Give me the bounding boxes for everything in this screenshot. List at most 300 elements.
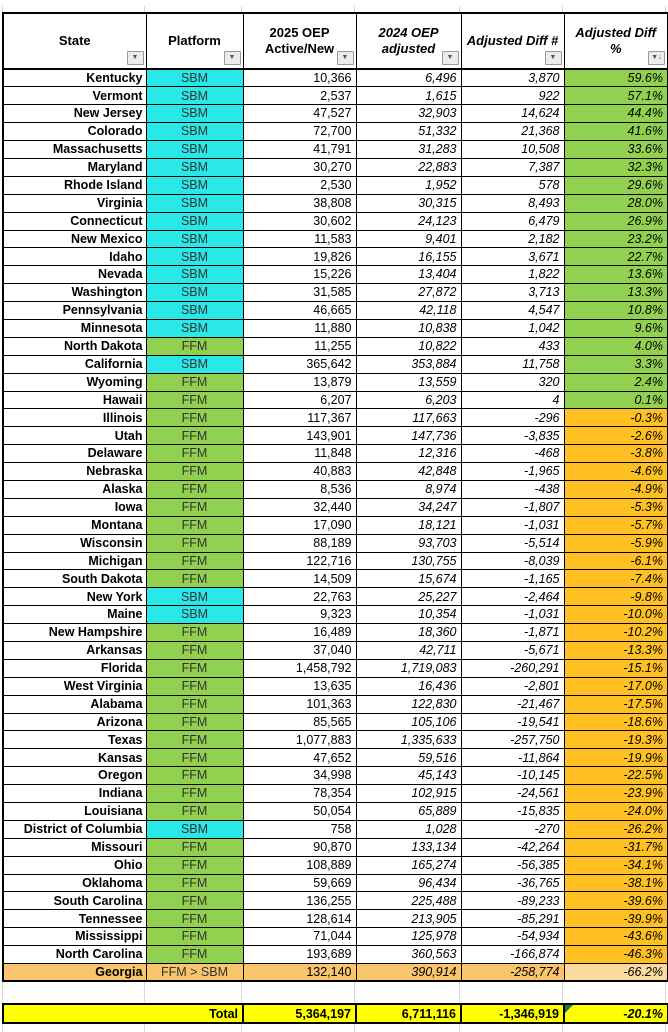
state-cell[interactable]: Arkansas — [3, 642, 146, 660]
diff-percent-cell[interactable]: -31.7% — [564, 838, 668, 856]
diff-number-cell[interactable]: -468 — [461, 445, 564, 463]
value-2024-cell[interactable]: 1,335,633 — [356, 731, 461, 749]
diff-percent-cell[interactable]: -7.4% — [564, 570, 668, 588]
state-cell[interactable]: Minnesota — [3, 319, 146, 337]
diff-percent-cell[interactable]: -39.6% — [564, 892, 668, 910]
value-2025-cell[interactable]: 1,458,792 — [243, 659, 356, 677]
diff-number-cell[interactable]: 433 — [461, 337, 564, 355]
column-header-2024-oep[interactable] — [356, 13, 461, 69]
value-2024-cell[interactable]: 16,155 — [356, 248, 461, 266]
diff-number-cell[interactable]: -260,291 — [461, 659, 564, 677]
diff-number-cell[interactable]: 4,547 — [461, 302, 564, 320]
value-2025-cell[interactable]: 13,879 — [243, 373, 356, 391]
column-header-platform[interactable] — [146, 13, 243, 69]
platform-cell[interactable]: FFM — [146, 534, 243, 552]
diff-number-cell[interactable]: -8,039 — [461, 552, 564, 570]
state-cell[interactable]: Oklahoma — [3, 874, 146, 892]
value-2025-cell[interactable]: 30,270 — [243, 158, 356, 176]
diff-percent-cell[interactable]: -18.6% — [564, 713, 668, 731]
value-2025-cell[interactable]: 11,583 — [243, 230, 356, 248]
diff-percent-cell[interactable]: 59.6% — [564, 69, 668, 87]
column-header-2025-oep[interactable] — [243, 13, 356, 69]
value-2025-cell[interactable]: 758 — [243, 820, 356, 838]
value-2024-cell[interactable]: 133,134 — [356, 838, 461, 856]
state-cell[interactable]: New Jersey — [3, 105, 146, 123]
state-cell[interactable]: Delaware — [3, 445, 146, 463]
platform-cell[interactable]: FFM — [146, 713, 243, 731]
platform-cell[interactable]: FFM — [146, 427, 243, 445]
value-2025-cell[interactable]: 32,440 — [243, 498, 356, 516]
state-cell[interactable]: Pennsylvania — [3, 302, 146, 320]
diff-percent-cell[interactable]: 44.4% — [564, 105, 668, 123]
filter-dropdown-icon[interactable]: ▼ — [442, 51, 459, 65]
state-cell[interactable]: Missouri — [3, 838, 146, 856]
platform-cell[interactable]: FFM — [146, 838, 243, 856]
state-cell[interactable]: Mississippi — [3, 928, 146, 946]
platform-cell[interactable]: FFM — [146, 409, 243, 427]
filter-dropdown-icon[interactable]: ▼ — [337, 51, 354, 65]
diff-number-cell[interactable]: -270 — [461, 820, 564, 838]
state-cell[interactable]: Wyoming — [3, 373, 146, 391]
diff-number-cell[interactable]: -85,291 — [461, 910, 564, 928]
value-2024-cell[interactable]: 1,028 — [356, 820, 461, 838]
platform-cell[interactable]: FFM — [146, 892, 243, 910]
value-2024-cell[interactable]: 15,674 — [356, 570, 461, 588]
value-2024-cell[interactable]: 42,848 — [356, 463, 461, 481]
platform-cell[interactable]: SBM — [146, 176, 243, 194]
state-cell[interactable]: Massachusetts — [3, 141, 146, 159]
diff-percent-cell[interactable]: 2.4% — [564, 373, 668, 391]
value-2024-cell[interactable]: 125,978 — [356, 928, 461, 946]
state-cell[interactable]: Indiana — [3, 785, 146, 803]
platform-cell[interactable]: FFM — [146, 928, 243, 946]
state-cell[interactable]: Kentucky — [3, 69, 146, 87]
value-2025-cell[interactable]: 13,635 — [243, 677, 356, 695]
platform-cell[interactable]: FFM — [146, 803, 243, 821]
diff-number-cell[interactable]: -1,807 — [461, 498, 564, 516]
value-2025-cell[interactable]: 34,998 — [243, 767, 356, 785]
value-2024-cell[interactable]: 27,872 — [356, 284, 461, 302]
value-2024-cell[interactable]: 225,488 — [356, 892, 461, 910]
value-2024-cell[interactable]: 10,822 — [356, 337, 461, 355]
value-2025-cell[interactable]: 132,140 — [243, 964, 356, 982]
platform-cell[interactable]: SBM — [146, 212, 243, 230]
platform-cell[interactable]: FFM — [146, 373, 243, 391]
value-2025-cell[interactable]: 40,883 — [243, 463, 356, 481]
value-2025-cell[interactable]: 8,536 — [243, 480, 356, 498]
value-2024-cell[interactable]: 10,354 — [356, 606, 461, 624]
state-cell[interactable]: Maine — [3, 606, 146, 624]
diff-percent-cell[interactable]: -0.3% — [564, 409, 668, 427]
value-2024-cell[interactable]: 45,143 — [356, 767, 461, 785]
state-cell[interactable]: Utah — [3, 427, 146, 445]
total-2024-cell[interactable]: 6,711,116 — [356, 1004, 461, 1023]
state-cell[interactable]: Hawaii — [3, 391, 146, 409]
diff-percent-cell[interactable]: -13.3% — [564, 642, 668, 660]
value-2025-cell[interactable]: 88,189 — [243, 534, 356, 552]
filter-dropdown-icon[interactable]: ▼ — [545, 51, 562, 65]
diff-percent-cell[interactable]: 26.9% — [564, 212, 668, 230]
diff-number-cell[interactable]: 3,713 — [461, 284, 564, 302]
diff-percent-cell[interactable]: 13.3% — [564, 284, 668, 302]
state-cell[interactable]: Texas — [3, 731, 146, 749]
state-cell[interactable]: Idaho — [3, 248, 146, 266]
diff-percent-cell[interactable]: -10.0% — [564, 606, 668, 624]
value-2024-cell[interactable]: 13,559 — [356, 373, 461, 391]
diff-number-cell[interactable]: -1,165 — [461, 570, 564, 588]
diff-number-cell[interactable]: -36,765 — [461, 874, 564, 892]
diff-percent-cell[interactable]: -22.5% — [564, 767, 668, 785]
value-2024-cell[interactable]: 6,496 — [356, 69, 461, 87]
diff-number-cell[interactable]: -2,801 — [461, 677, 564, 695]
state-cell[interactable]: District of Columbia — [3, 820, 146, 838]
diff-percent-cell[interactable]: -17.5% — [564, 695, 668, 713]
diff-percent-cell[interactable]: -10.2% — [564, 624, 668, 642]
platform-cell[interactable]: SBM — [146, 606, 243, 624]
state-cell[interactable]: Montana — [3, 516, 146, 534]
diff-number-cell[interactable]: -5,671 — [461, 642, 564, 660]
state-cell[interactable]: Virginia — [3, 194, 146, 212]
diff-percent-cell[interactable]: -15.1% — [564, 659, 668, 677]
diff-percent-cell[interactable]: -39.9% — [564, 910, 668, 928]
value-2024-cell[interactable]: 8,974 — [356, 480, 461, 498]
state-cell[interactable]: Alabama — [3, 695, 146, 713]
platform-cell[interactable]: SBM — [146, 319, 243, 337]
diff-percent-cell[interactable]: -66.2% — [564, 964, 668, 982]
diff-number-cell[interactable]: -1,031 — [461, 606, 564, 624]
diff-percent-cell[interactable]: -4.9% — [564, 480, 668, 498]
platform-cell[interactable]: FFM — [146, 552, 243, 570]
diff-percent-cell[interactable]: -19.3% — [564, 731, 668, 749]
diff-percent-cell[interactable]: 29.6% — [564, 176, 668, 194]
value-2024-cell[interactable]: 42,711 — [356, 642, 461, 660]
platform-cell[interactable]: FFM — [146, 677, 243, 695]
filter-sort-descending-icon[interactable]: ▼↓ — [648, 51, 665, 65]
platform-cell[interactable]: FFM — [146, 874, 243, 892]
platform-cell[interactable]: FFM — [146, 463, 243, 481]
value-2024-cell[interactable]: 353,884 — [356, 355, 461, 373]
diff-number-cell[interactable]: 922 — [461, 87, 564, 105]
value-2025-cell[interactable]: 37,040 — [243, 642, 356, 660]
diff-number-cell[interactable]: -19,541 — [461, 713, 564, 731]
platform-cell[interactable]: SBM — [146, 284, 243, 302]
platform-cell[interactable]: FFM — [146, 767, 243, 785]
platform-cell[interactable]: FFM — [146, 498, 243, 516]
value-2024-cell[interactable]: 34,247 — [356, 498, 461, 516]
diff-number-cell[interactable]: -24,561 — [461, 785, 564, 803]
state-cell[interactable]: New Hampshire — [3, 624, 146, 642]
value-2025-cell[interactable]: 38,808 — [243, 194, 356, 212]
diff-percent-cell[interactable]: -23.9% — [564, 785, 668, 803]
diff-percent-cell[interactable]: 23.2% — [564, 230, 668, 248]
value-2024-cell[interactable]: 30,315 — [356, 194, 461, 212]
diff-percent-cell[interactable]: 41.6% — [564, 123, 668, 141]
diff-number-cell[interactable]: -258,774 — [461, 964, 564, 982]
diff-number-cell[interactable]: 3,671 — [461, 248, 564, 266]
state-cell[interactable]: Georgia — [3, 964, 146, 982]
diff-number-cell[interactable]: -1,031 — [461, 516, 564, 534]
diff-percent-cell[interactable]: 13.6% — [564, 266, 668, 284]
platform-cell[interactable]: FFM — [146, 642, 243, 660]
value-2025-cell[interactable]: 19,826 — [243, 248, 356, 266]
diff-number-cell[interactable]: -42,264 — [461, 838, 564, 856]
state-cell[interactable]: Wisconsin — [3, 534, 146, 552]
value-2024-cell[interactable]: 102,915 — [356, 785, 461, 803]
value-2025-cell[interactable]: 101,363 — [243, 695, 356, 713]
diff-number-cell[interactable]: -296 — [461, 409, 564, 427]
platform-cell[interactable]: FFM — [146, 785, 243, 803]
value-2025-cell[interactable]: 90,870 — [243, 838, 356, 856]
diff-number-cell[interactable]: -54,934 — [461, 928, 564, 946]
column-header-adjusted-diff[interactable] — [461, 13, 564, 69]
value-2025-cell[interactable]: 128,614 — [243, 910, 356, 928]
platform-cell[interactable]: SBM — [146, 588, 243, 606]
state-cell[interactable]: Tennessee — [3, 910, 146, 928]
value-2025-cell[interactable]: 6,207 — [243, 391, 356, 409]
state-cell[interactable]: Ohio — [3, 856, 146, 874]
value-2024-cell[interactable]: 12,316 — [356, 445, 461, 463]
diff-percent-cell[interactable]: -2.6% — [564, 427, 668, 445]
value-2025-cell[interactable]: 136,255 — [243, 892, 356, 910]
diff-number-cell[interactable]: -56,385 — [461, 856, 564, 874]
diff-number-cell[interactable]: -3,835 — [461, 427, 564, 445]
value-2024-cell[interactable]: 16,436 — [356, 677, 461, 695]
diff-number-cell[interactable]: -11,864 — [461, 749, 564, 767]
value-2025-cell[interactable]: 30,602 — [243, 212, 356, 230]
state-cell[interactable]: Nebraska — [3, 463, 146, 481]
state-cell[interactable]: Iowa — [3, 498, 146, 516]
value-2024-cell[interactable]: 24,123 — [356, 212, 461, 230]
diff-percent-cell[interactable]: -34.1% — [564, 856, 668, 874]
value-2025-cell[interactable]: 47,652 — [243, 749, 356, 767]
platform-cell[interactable]: FFM — [146, 570, 243, 588]
state-cell[interactable]: California — [3, 355, 146, 373]
state-cell[interactable]: Nevada — [3, 266, 146, 284]
total-pct-cell[interactable] — [564, 1004, 668, 1023]
value-2025-cell[interactable]: 71,044 — [243, 928, 356, 946]
diff-percent-cell[interactable]: 3.3% — [564, 355, 668, 373]
state-cell[interactable]: Illinois — [3, 409, 146, 427]
platform-cell[interactable]: FFM — [146, 445, 243, 463]
value-2025-cell[interactable]: 72,700 — [243, 123, 356, 141]
diff-percent-cell[interactable]: -3.8% — [564, 445, 668, 463]
state-cell[interactable]: Rhode Island — [3, 176, 146, 194]
value-2024-cell[interactable]: 1,719,083 — [356, 659, 461, 677]
platform-cell[interactable]: SBM — [146, 123, 243, 141]
value-2025-cell[interactable]: 15,226 — [243, 266, 356, 284]
platform-cell[interactable]: FFM — [146, 391, 243, 409]
value-2024-cell[interactable]: 22,883 — [356, 158, 461, 176]
state-cell[interactable]: South Dakota — [3, 570, 146, 588]
value-2025-cell[interactable]: 17,090 — [243, 516, 356, 534]
diff-number-cell[interactable]: -21,467 — [461, 695, 564, 713]
diff-percent-cell[interactable]: -17.0% — [564, 677, 668, 695]
diff-number-cell[interactable]: -89,233 — [461, 892, 564, 910]
diff-percent-cell[interactable]: 22.7% — [564, 248, 668, 266]
value-2024-cell[interactable]: 18,121 — [356, 516, 461, 534]
diff-number-cell[interactable]: 14,624 — [461, 105, 564, 123]
total-diff-cell[interactable]: -1,346,919 — [461, 1004, 564, 1023]
value-2025-cell[interactable]: 16,489 — [243, 624, 356, 642]
platform-cell[interactable]: SBM — [146, 105, 243, 123]
diff-percent-cell[interactable]: -24.0% — [564, 803, 668, 821]
platform-cell[interactable]: FFM — [146, 749, 243, 767]
platform-cell[interactable]: SBM — [146, 194, 243, 212]
platform-cell[interactable]: SBM — [146, 820, 243, 838]
value-2024-cell[interactable]: 93,703 — [356, 534, 461, 552]
value-2025-cell[interactable]: 41,791 — [243, 141, 356, 159]
value-2025-cell[interactable]: 9,323 — [243, 606, 356, 624]
value-2025-cell[interactable]: 143,901 — [243, 427, 356, 445]
platform-cell[interactable]: FFM — [146, 480, 243, 498]
diff-percent-cell[interactable]: -38.1% — [564, 874, 668, 892]
diff-number-cell[interactable]: 6,479 — [461, 212, 564, 230]
diff-number-cell[interactable]: -10,145 — [461, 767, 564, 785]
value-2024-cell[interactable]: 105,106 — [356, 713, 461, 731]
state-cell[interactable]: Kansas — [3, 749, 146, 767]
platform-cell[interactable]: FFM — [146, 946, 243, 964]
diff-number-cell[interactable]: 578 — [461, 176, 564, 194]
diff-number-cell[interactable]: 320 — [461, 373, 564, 391]
diff-number-cell[interactable]: 8,493 — [461, 194, 564, 212]
value-2024-cell[interactable]: 122,830 — [356, 695, 461, 713]
value-2024-cell[interactable]: 6,203 — [356, 391, 461, 409]
value-2025-cell[interactable]: 10,366 — [243, 69, 356, 87]
value-2025-cell[interactable]: 14,509 — [243, 570, 356, 588]
value-2025-cell[interactable]: 2,530 — [243, 176, 356, 194]
value-2025-cell[interactable]: 78,354 — [243, 785, 356, 803]
diff-percent-cell[interactable]: 10.8% — [564, 302, 668, 320]
platform-cell[interactable]: FFM — [146, 731, 243, 749]
diff-percent-cell[interactable]: -4.6% — [564, 463, 668, 481]
platform-cell[interactable]: FFM — [146, 624, 243, 642]
column-header-adjusted-diff-pct[interactable] — [564, 13, 668, 69]
diff-percent-cell[interactable]: 32.3% — [564, 158, 668, 176]
filter-dropdown-icon[interactable]: ▼ — [127, 51, 144, 65]
platform-cell[interactable]: SBM — [146, 141, 243, 159]
diff-number-cell[interactable]: -438 — [461, 480, 564, 498]
value-2025-cell[interactable]: 50,054 — [243, 803, 356, 821]
value-2024-cell[interactable]: 147,736 — [356, 427, 461, 445]
diff-number-cell[interactable]: -257,750 — [461, 731, 564, 749]
state-cell[interactable]: Washington — [3, 284, 146, 302]
value-2024-cell[interactable]: 42,118 — [356, 302, 461, 320]
diff-number-cell[interactable]: -166,874 — [461, 946, 564, 964]
diff-number-cell[interactable]: 1,042 — [461, 319, 564, 337]
value-2025-cell[interactable]: 46,665 — [243, 302, 356, 320]
value-2025-cell[interactable]: 11,880 — [243, 319, 356, 337]
value-2024-cell[interactable]: 25,227 — [356, 588, 461, 606]
value-2024-cell[interactable]: 18,360 — [356, 624, 461, 642]
platform-cell[interactable]: SBM — [146, 266, 243, 284]
state-cell[interactable]: New York — [3, 588, 146, 606]
value-2025-cell[interactable]: 1,077,883 — [243, 731, 356, 749]
value-2025-cell[interactable]: 59,669 — [243, 874, 356, 892]
platform-cell[interactable]: SBM — [146, 87, 243, 105]
diff-number-cell[interactable]: 21,368 — [461, 123, 564, 141]
diff-number-cell[interactable]: -5,514 — [461, 534, 564, 552]
value-2025-cell[interactable]: 85,565 — [243, 713, 356, 731]
state-cell[interactable]: Connecticut — [3, 212, 146, 230]
total-2025-cell[interactable]: 5,364,197 — [243, 1004, 356, 1023]
value-2025-cell[interactable]: 193,689 — [243, 946, 356, 964]
filter-dropdown-icon[interactable]: ▼ — [224, 51, 241, 65]
value-2025-cell[interactable]: 31,585 — [243, 284, 356, 302]
state-cell[interactable]: Colorado — [3, 123, 146, 141]
state-cell[interactable]: Maryland — [3, 158, 146, 176]
value-2024-cell[interactable]: 10,838 — [356, 319, 461, 337]
value-2024-cell[interactable]: 65,889 — [356, 803, 461, 821]
diff-percent-cell[interactable]: -5.9% — [564, 534, 668, 552]
value-2024-cell[interactable]: 96,434 — [356, 874, 461, 892]
total-label-cell[interactable]: Total — [3, 1004, 243, 1023]
diff-percent-cell[interactable]: 9.6% — [564, 319, 668, 337]
state-cell[interactable]: Florida — [3, 659, 146, 677]
state-cell[interactable]: Michigan — [3, 552, 146, 570]
platform-cell[interactable]: SBM — [146, 69, 243, 87]
platform-cell[interactable]: FFM > SBM — [146, 964, 243, 982]
platform-cell[interactable]: FFM — [146, 337, 243, 355]
diff-percent-cell[interactable]: -46.3% — [564, 946, 668, 964]
state-cell[interactable]: West Virginia — [3, 677, 146, 695]
diff-percent-cell[interactable]: -19.9% — [564, 749, 668, 767]
value-2024-cell[interactable]: 213,905 — [356, 910, 461, 928]
diff-percent-cell[interactable]: 57.1% — [564, 87, 668, 105]
value-2025-cell[interactable]: 11,848 — [243, 445, 356, 463]
value-2025-cell[interactable]: 11,255 — [243, 337, 356, 355]
diff-percent-cell[interactable]: -5.3% — [564, 498, 668, 516]
value-2025-cell[interactable]: 47,527 — [243, 105, 356, 123]
value-2025-cell[interactable]: 365,642 — [243, 355, 356, 373]
value-2024-cell[interactable]: 1,952 — [356, 176, 461, 194]
value-2024-cell[interactable]: 31,283 — [356, 141, 461, 159]
state-cell[interactable]: Arizona — [3, 713, 146, 731]
state-cell[interactable]: Louisiana — [3, 803, 146, 821]
platform-cell[interactable]: SBM — [146, 158, 243, 176]
platform-cell[interactable]: FFM — [146, 856, 243, 874]
value-2024-cell[interactable]: 360,563 — [356, 946, 461, 964]
value-2024-cell[interactable]: 51,332 — [356, 123, 461, 141]
platform-cell[interactable]: FFM — [146, 659, 243, 677]
diff-number-cell[interactable]: -1,965 — [461, 463, 564, 481]
diff-number-cell[interactable]: -2,464 — [461, 588, 564, 606]
diff-number-cell[interactable]: 4 — [461, 391, 564, 409]
platform-cell[interactable]: FFM — [146, 695, 243, 713]
value-2024-cell[interactable]: 390,914 — [356, 964, 461, 982]
platform-cell[interactable]: SBM — [146, 302, 243, 320]
diff-number-cell[interactable]: 3,870 — [461, 69, 564, 87]
diff-number-cell[interactable]: 2,182 — [461, 230, 564, 248]
value-2024-cell[interactable]: 32,903 — [356, 105, 461, 123]
diff-percent-cell[interactable]: -5.7% — [564, 516, 668, 534]
diff-percent-cell[interactable]: 28.0% — [564, 194, 668, 212]
diff-percent-cell[interactable]: -6.1% — [564, 552, 668, 570]
value-2024-cell[interactable]: 13,404 — [356, 266, 461, 284]
platform-cell[interactable]: SBM — [146, 248, 243, 266]
value-2024-cell[interactable]: 59,516 — [356, 749, 461, 767]
value-2025-cell[interactable]: 22,763 — [243, 588, 356, 606]
diff-number-cell[interactable]: 1,822 — [461, 266, 564, 284]
diff-number-cell[interactable]: -1,871 — [461, 624, 564, 642]
diff-number-cell[interactable]: 11,758 — [461, 355, 564, 373]
value-2024-cell[interactable]: 1,615 — [356, 87, 461, 105]
state-cell[interactable]: North Dakota — [3, 337, 146, 355]
platform-cell[interactable]: SBM — [146, 355, 243, 373]
value-2024-cell[interactable]: 117,663 — [356, 409, 461, 427]
value-2025-cell[interactable]: 2,537 — [243, 87, 356, 105]
diff-percent-cell[interactable]: 0.1% — [564, 391, 668, 409]
diff-percent-cell[interactable]: 4.0% — [564, 337, 668, 355]
